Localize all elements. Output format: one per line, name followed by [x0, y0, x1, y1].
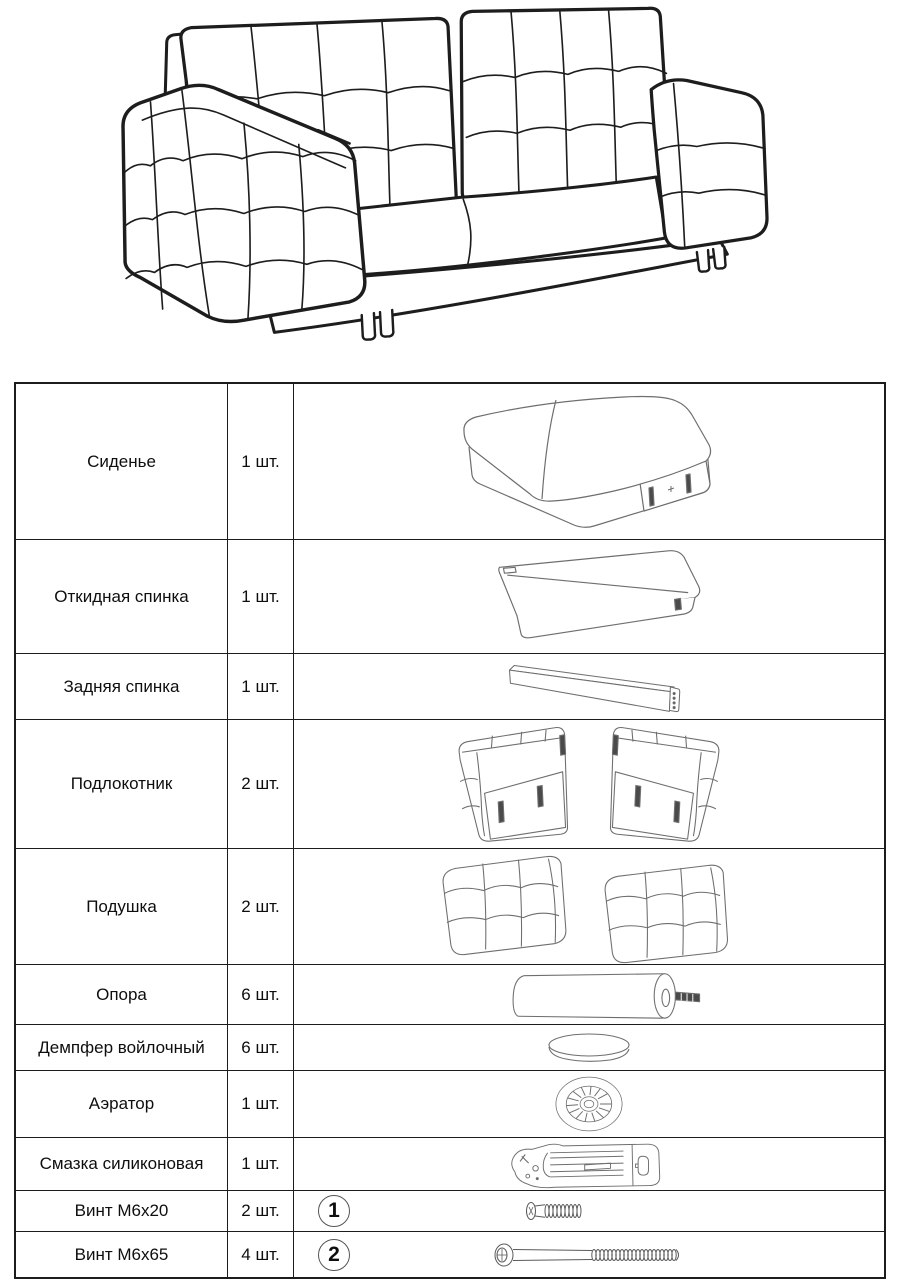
table-row — [15, 1138, 885, 1191]
folding-backrest-illustration — [294, 540, 884, 653]
part-qty: 1 шт. — [228, 540, 294, 654]
part-qty: 1 шт. — [228, 1071, 294, 1138]
part-qty: 1 шт. — [228, 383, 294, 540]
sofa-line-drawing — [120, 6, 770, 351]
part-name: Винт М6х65 — [15, 1232, 228, 1279]
parts-table — [14, 382, 886, 1279]
part-qty: 4 шт. — [228, 1232, 294, 1279]
part-qty: 2 шт. — [228, 720, 294, 849]
aerator-illustration — [294, 1071, 884, 1137]
seat-illustration — [294, 384, 884, 539]
item-number-badge: 2 — [318, 1239, 350, 1271]
table-row — [15, 654, 885, 720]
part-qty: 6 шт. — [228, 1025, 294, 1071]
screw-m6x20-illustration — [294, 1191, 884, 1231]
table-row — [15, 1025, 885, 1071]
part-qty: 1 шт. — [228, 654, 294, 720]
silicone-grease-illustration — [294, 1138, 884, 1190]
part-qty: 2 шт. — [228, 849, 294, 965]
table-row — [15, 1071, 885, 1138]
part-name: Опора — [15, 965, 228, 1025]
part-qty: 2 шт. — [228, 1191, 294, 1232]
part-name: Аэратор — [15, 1071, 228, 1138]
part-qty: 6 шт. — [228, 965, 294, 1025]
armrest-illustration — [294, 720, 884, 848]
table-row — [15, 965, 885, 1025]
part-name: Подлокотник — [15, 720, 228, 849]
item-number-badge: 1 — [318, 1195, 350, 1227]
screw-m6x65-illustration — [294, 1232, 884, 1277]
part-name: Задняя спинка — [15, 654, 228, 720]
sofa-illustration — [120, 6, 770, 351]
table-row — [15, 1232, 885, 1279]
part-qty: 1 шт. — [228, 1138, 294, 1191]
support-leg-illustration — [294, 965, 884, 1024]
table-row — [15, 1191, 885, 1232]
table-row — [15, 540, 885, 654]
part-name: Откидная спинка — [15, 540, 228, 654]
table-row — [15, 383, 885, 540]
cushion-illustration — [294, 849, 884, 964]
part-name: Сиденье — [15, 383, 228, 540]
felt-damper-illustration — [294, 1025, 884, 1070]
part-name: Подушка — [15, 849, 228, 965]
part-name: Смазка силиконовая — [15, 1138, 228, 1191]
part-name: Винт М6х20 — [15, 1191, 228, 1232]
part-name: Демпфер войлочный — [15, 1025, 228, 1071]
rear-backrest-illustration — [294, 654, 884, 719]
table-row — [15, 720, 885, 849]
table-row — [15, 849, 885, 965]
